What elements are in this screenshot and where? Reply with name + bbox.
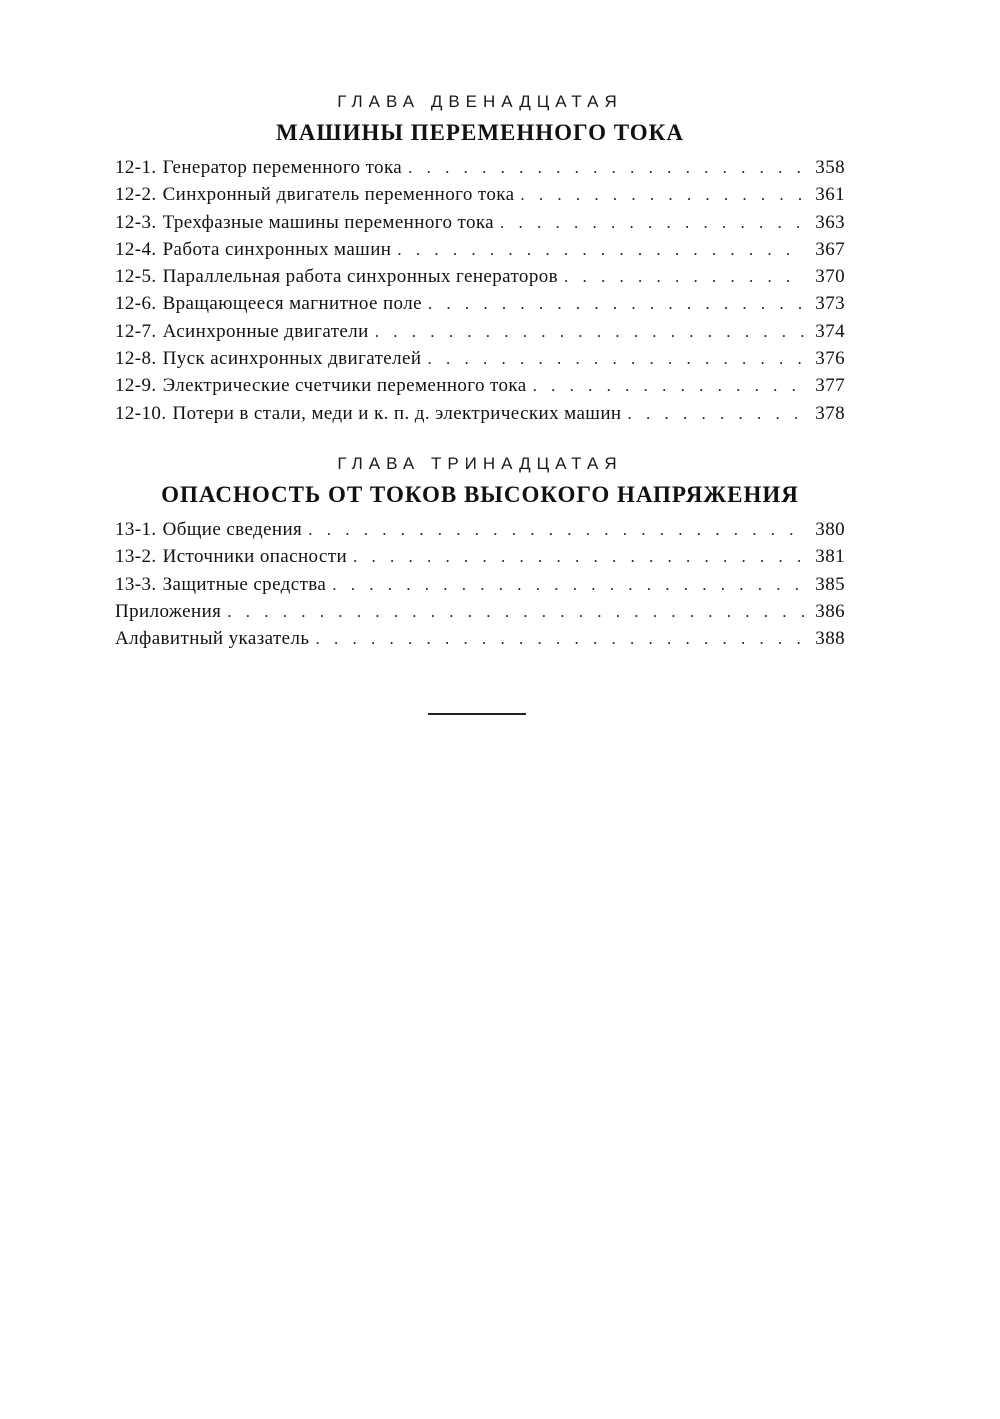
entry-title: Асинхронные двигатели xyxy=(162,320,369,342)
toc-entry[interactable] xyxy=(115,263,845,290)
entry-number: 12-1. xyxy=(115,157,157,178)
dot-leader xyxy=(533,372,805,399)
dot-leader xyxy=(332,571,805,598)
entry-title: Алфавитный указатель xyxy=(115,628,310,650)
entry-title: Работа синхронных машин xyxy=(162,238,392,260)
toc-entry[interactable] xyxy=(115,400,845,427)
entry-page-number: 373 xyxy=(815,293,845,315)
entry-page-number: 363 xyxy=(815,211,845,233)
dot-leader xyxy=(428,290,805,317)
dot-leader xyxy=(500,209,805,236)
entry-number: 12-3. xyxy=(115,211,157,233)
toc-entry[interactable] xyxy=(115,571,845,598)
entry-number: 12-9. xyxy=(115,375,157,397)
toc-list xyxy=(115,154,845,427)
entry-number: 13-1. xyxy=(115,519,157,540)
entry-number: 12-6. xyxy=(115,293,157,315)
entry-page-number: 380 xyxy=(815,519,845,540)
entry-number: 12-10. xyxy=(115,402,167,424)
entry-page-number: 386 xyxy=(815,600,845,622)
chapter-thirteen xyxy=(115,452,845,652)
toc-entry-appendix[interactable] xyxy=(115,598,845,625)
entry-number: 12-8. xyxy=(115,348,157,370)
entry-title: Общие сведения xyxy=(162,519,303,540)
entry-title: Приложения xyxy=(115,600,222,622)
toc-entry[interactable] xyxy=(115,516,845,543)
toc-entry[interactable] xyxy=(115,154,845,181)
dot-leader xyxy=(564,263,805,290)
chapter-title: ОПАСНОСТЬ ОТ ТОКОВ ВЫСОКОГО НАПРЯЖЕНИЯ xyxy=(161,482,799,507)
entry-title: Потери в стали, меди и к. п. д. электрических машин xyxy=(172,402,622,424)
entry-title: Синхронный двигатель переменного тока xyxy=(162,184,515,206)
entry-title: Генератор переменного тока xyxy=(162,157,403,178)
entry-page-number: 361 xyxy=(815,184,845,206)
dot-leader xyxy=(353,543,805,570)
entry-page-number: 381 xyxy=(815,546,845,568)
entry-title: Источники опасности xyxy=(162,546,348,568)
entry-page-number: 377 xyxy=(815,375,845,397)
entry-number: 12-5. xyxy=(115,266,157,288)
toc-entry-index[interactable] xyxy=(115,625,845,652)
entry-page-number: 385 xyxy=(815,573,845,595)
chapter-label: ГЛАВА ДВЕНАДЦАТАЯ xyxy=(337,92,623,111)
dot-leader xyxy=(315,625,805,652)
toc-entry[interactable] xyxy=(115,543,845,570)
chapter-title: МАШИНЫ ПЕРЕМЕННОГО ТОКА xyxy=(276,120,684,145)
entry-title: Вращающееся магнитное поле xyxy=(162,293,422,315)
entry-page-number: 388 xyxy=(815,628,845,650)
end-rule-divider xyxy=(428,713,526,715)
entry-page-number: 378 xyxy=(815,402,845,424)
entry-page-number: 370 xyxy=(815,266,845,288)
chapter-label: ГЛАВА ТРИНАДЦАТАЯ xyxy=(337,454,623,473)
entry-page-number: 358 xyxy=(815,157,845,178)
dot-leader xyxy=(520,181,805,208)
toc-entry[interactable] xyxy=(115,209,845,236)
dot-leader xyxy=(397,236,805,263)
toc-entry[interactable] xyxy=(115,181,845,208)
entry-title: Электрические счетчики переменного тока xyxy=(162,375,527,397)
entry-page-number: 367 xyxy=(815,238,845,260)
toc-list xyxy=(115,516,845,652)
dot-leader xyxy=(308,516,805,543)
entry-title: Трехфазные машины переменного тока xyxy=(162,211,495,233)
dot-leader xyxy=(227,598,805,625)
toc-entry[interactable] xyxy=(115,318,845,345)
entry-number: 12-2. xyxy=(115,184,157,206)
entry-number: 13-3. xyxy=(115,573,157,595)
toc-entry[interactable] xyxy=(115,345,845,372)
entry-page-number: 374 xyxy=(815,320,845,342)
toc-entry[interactable] xyxy=(115,290,845,317)
dot-leader xyxy=(427,345,805,372)
entry-number: 12-7. xyxy=(115,320,157,342)
entry-title: Пуск асинхронных двигателей xyxy=(162,348,422,370)
entry-title: Параллельная работа синхронных генераторов xyxy=(162,266,558,288)
toc-entry[interactable] xyxy=(115,372,845,399)
entry-number: 13-2. xyxy=(115,546,157,568)
entry-title: Защитные средства xyxy=(162,573,327,595)
chapter-twelve xyxy=(115,90,845,427)
dot-leader xyxy=(375,318,805,345)
dot-leader xyxy=(627,400,805,427)
entry-number: 12-4. xyxy=(115,238,157,260)
dot-leader xyxy=(408,154,805,181)
toc-entry[interactable] xyxy=(115,236,845,263)
entry-page-number: 376 xyxy=(815,348,845,370)
